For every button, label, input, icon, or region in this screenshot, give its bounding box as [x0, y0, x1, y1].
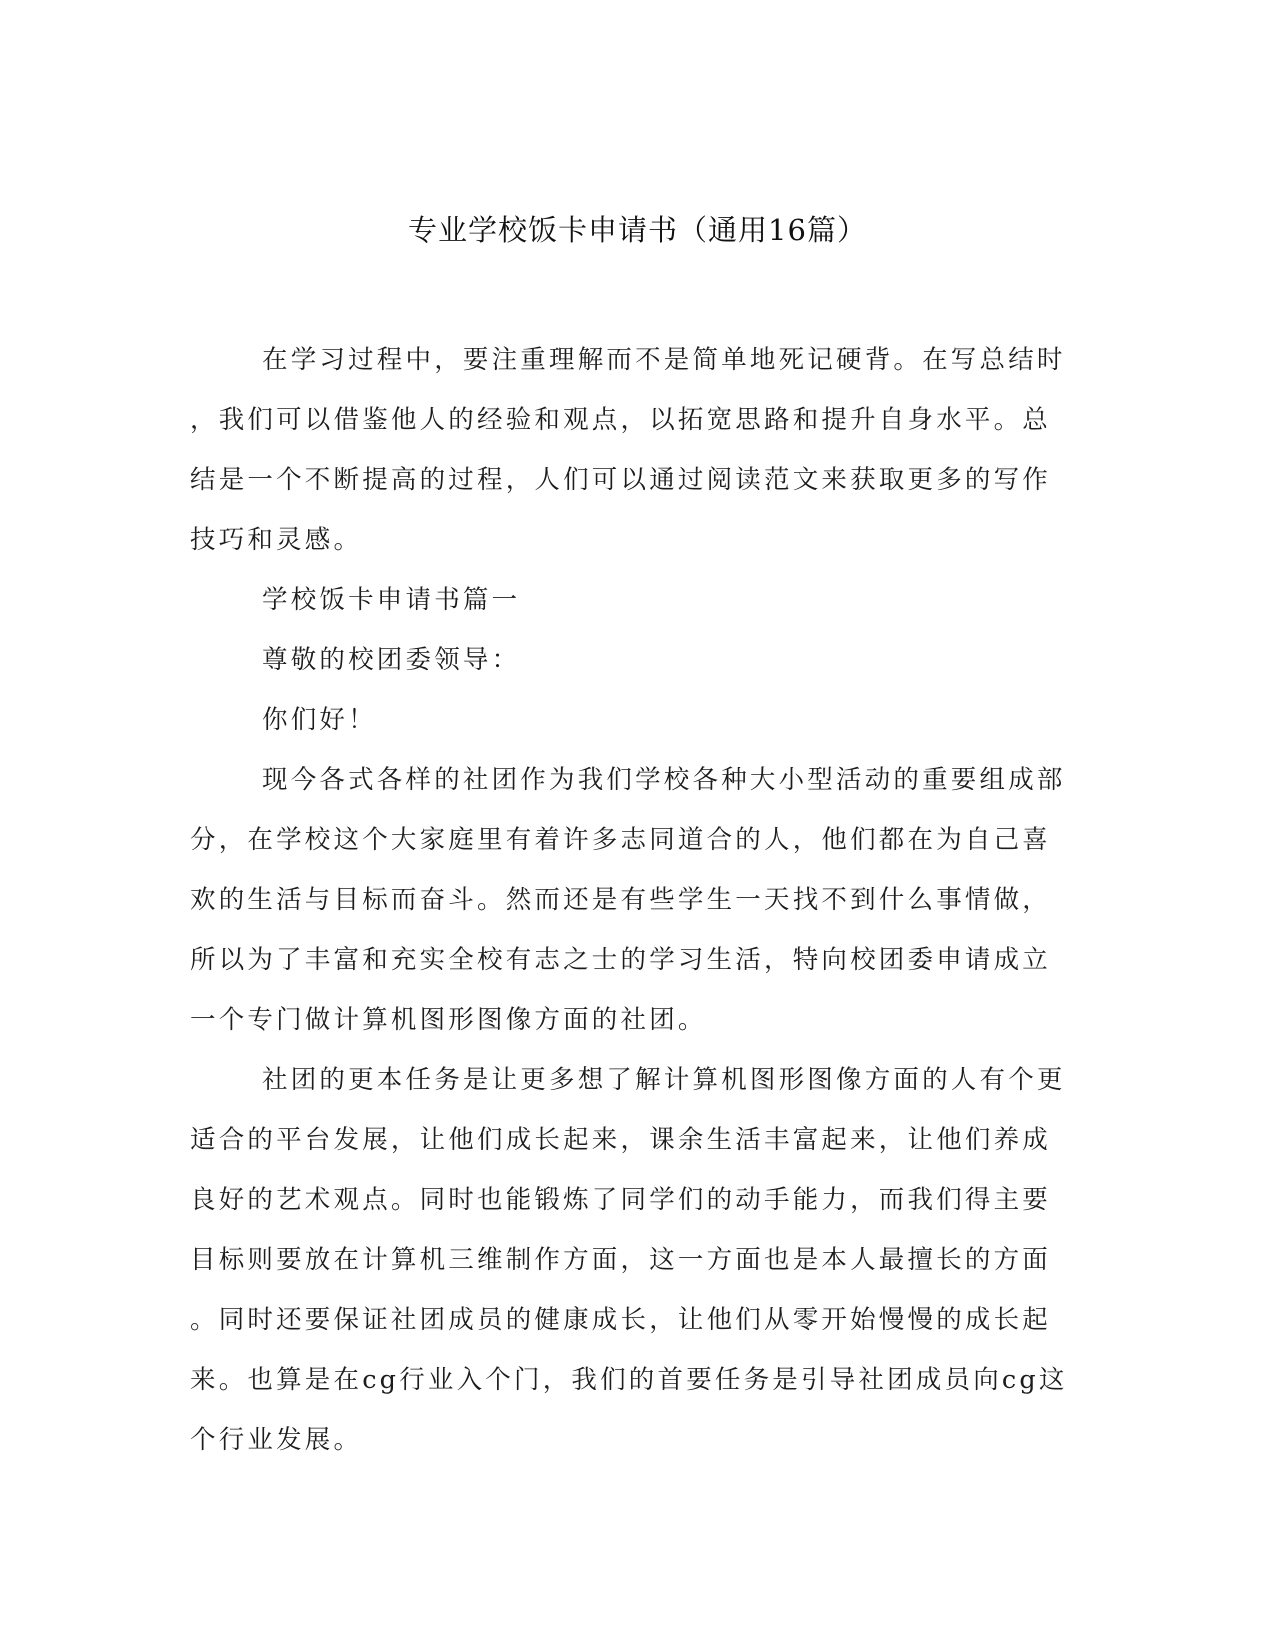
paragraph-line: 来。也算是在cg行业入个门，我们的首要任务是引导社团成员向cg这 — [190, 1365, 1068, 1395]
paragraph-line: ，我们可以借鉴他人的经验和观点，以拓宽思路和提升自身水平。总 — [190, 405, 1052, 435]
section-heading: 学校饭卡申请书篇一 — [262, 585, 521, 615]
greeting: 你们好！ — [262, 705, 377, 735]
document-title: 专业学校饭卡申请书（通用16篇） — [408, 213, 867, 247]
document-body — [190, 330, 1070, 1470]
paragraph-line: 个行业发展。 — [190, 1425, 363, 1455]
paragraph-line: 。同时还要保证社团成员的健康成长，让他们从零开始慢慢的成长起 — [190, 1305, 1052, 1335]
paragraph-line: 社团的更本任务是让更多想了解计算机图形图像方面的人有个更 — [262, 1065, 1066, 1095]
paragraph-line: 欢的生活与目标而奋斗。然而还是有些学生一天找不到什么事情做， — [190, 885, 1052, 915]
paragraph-line: 适合的平台发展，让他们成长起来，课余生活丰富起来，让他们养成 — [190, 1125, 1052, 1155]
paragraph-line: 一个专门做计算机图形图像方面的社团。 — [190, 1005, 707, 1035]
paragraph-line: 技巧和灵感。 — [190, 525, 363, 555]
paragraph-line: 目标则要放在计算机三维制作方面，这一方面也是本人最擅长的方面 — [190, 1245, 1052, 1275]
paragraph-line: 所以为了丰富和充实全校有志之士的学习生活，特向校团委申请成立 — [190, 945, 1052, 975]
paragraph-line: 良好的艺术观点。同时也能锻炼了同学们的动手能力，而我们得主要 — [190, 1185, 1052, 1215]
paragraph-line: 分，在学校这个大家庭里有着许多志同道合的人，他们都在为自己喜 — [190, 825, 1052, 855]
paragraph-line: 现今各式各样的社团作为我们学校各种大小型活动的重要组成部 — [262, 765, 1066, 795]
paragraph-line: 在学习过程中，要注重理解而不是简单地死记硬背。在写总结时 — [262, 345, 1066, 375]
salutation: 尊敬的校团委领导： — [262, 645, 521, 675]
paragraph-line: 结是一个不断提高的过程，人们可以通过阅读范文来获取更多的写作 — [190, 465, 1052, 495]
